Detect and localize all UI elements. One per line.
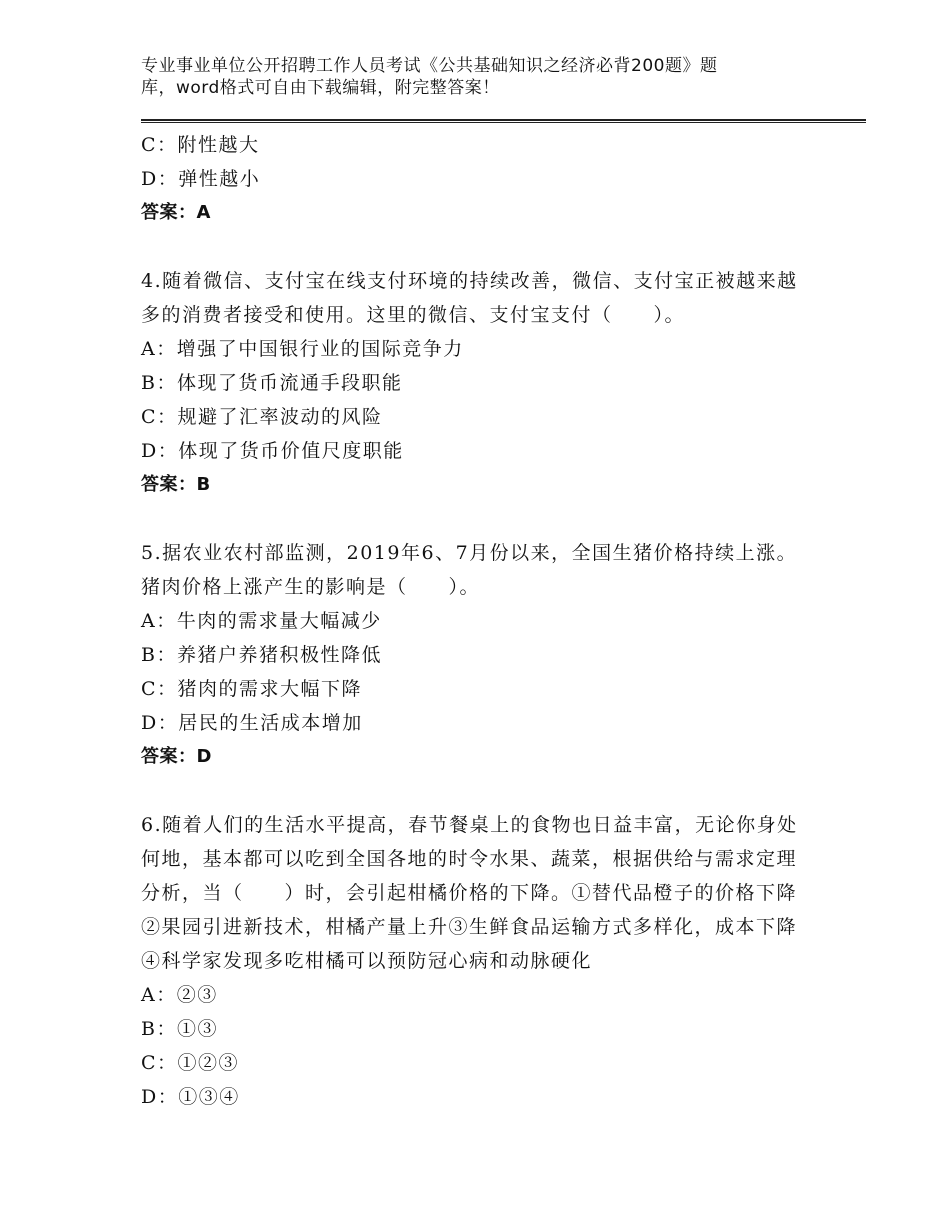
option-a: A：牛肉的需求量大幅减少 — [141, 610, 382, 632]
document-body — [141, 128, 841, 1114]
option-c: C：附性越大 — [141, 134, 260, 156]
page-header — [141, 55, 821, 99]
question-stem: 5.据农业农村部监测，2019年6、7月份以来，全国生猪价格持续上涨。猪肉价格上涨产生的影响是（ ）。 — [141, 542, 798, 598]
option-c: C：猪肉的需求大幅下降 — [141, 678, 363, 700]
option-a: A：增强了中国银行业的国际竞争力 — [141, 338, 464, 360]
question-6 — [141, 808, 841, 1114]
option-d: D：体现了货币价值尺度职能 — [141, 440, 404, 462]
option-b: B：①③ — [141, 1018, 218, 1040]
option-d: D：①③④ — [141, 1086, 240, 1108]
option-d: D：弹性越小 — [141, 168, 261, 190]
answer-line: 答案：B — [141, 474, 211, 495]
header-divider — [141, 119, 866, 123]
answer-line: 答案：D — [141, 746, 212, 767]
option-b: B：养猪户养猪积极性降低 — [141, 644, 382, 666]
question-stem: 4.随着微信、支付宝在线支付环境的持续改善，微信、支付宝正被越来越多的消费者接受和使用。这里的微信、支付宝支付（ ）。 — [141, 270, 798, 326]
question-stem: 6.随着人们的生活水平提高，春节餐桌上的食物也日益丰富，无论你身处何地，基本都可以吃到全国各地的时令水果、蔬菜，根据供给与需求定理分析，当（ ）时，会引起柑橘价格的下降。①替代品橙子的价格下降②果园引进新技术，柑橘产量上升③生鲜食品运输方式多样化，成本下降④科学家发现多吃柑橘可以预防冠心病和动脉硬化 — [141, 814, 798, 972]
question-spacer — [141, 230, 841, 264]
option-c: C：规避了汇率波动的风险 — [141, 406, 383, 428]
previous-question — [141, 128, 841, 230]
option-a: A：②③ — [141, 984, 218, 1006]
header-line-2: 库，word格式可自由下载编辑，附完整答案！ — [141, 78, 500, 98]
option-d: D：居民的生活成本增加 — [141, 712, 363, 734]
question-4 — [141, 264, 841, 502]
answer-line: 答案：A — [141, 202, 211, 223]
question-spacer — [141, 774, 841, 808]
question-5 — [141, 536, 841, 774]
question-spacer — [141, 502, 841, 536]
header-line-1: 专业事业单位公开招聘工作人员考试《公共基础知识之经济必背200题》题 — [141, 56, 718, 76]
option-b: B：体现了货币流通手段职能 — [141, 372, 403, 394]
option-c: C：①②③ — [141, 1052, 240, 1074]
